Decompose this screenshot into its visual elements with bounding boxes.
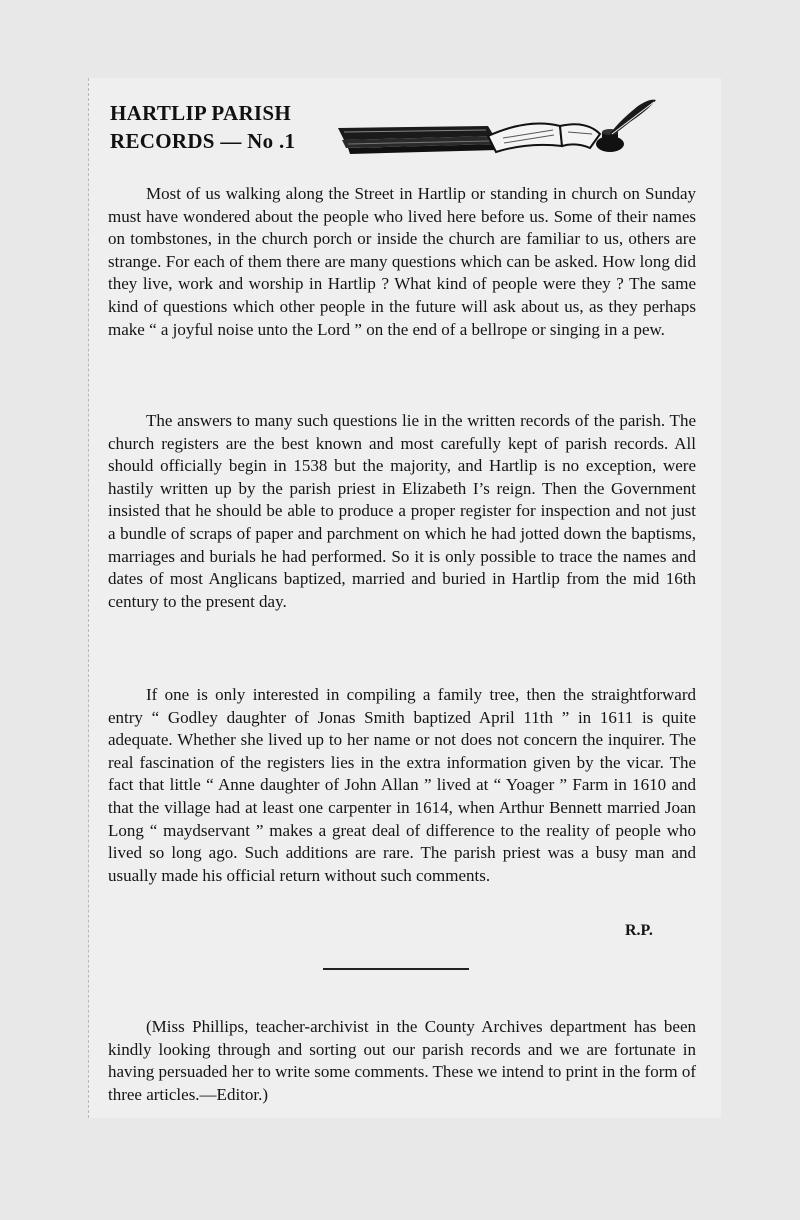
paragraph-3-text: If one is only interested in compiling a family tree, then the straightforward entry “ Godley daughter of Jonas Smith baptized April 11th ” in 1611 is quite adequate. Whether she lived up to her name or not does not concern the inquirer. The real fascination of the registers lies in the extra information given by the vicar. The fact that little “ Anne daughter of John Allan ” lived at “ Yoager ” Farm in 1610 and that the village had at least one carpenter in 1614, when Arthur Bennett married Joan Long “ maydservant ” makes a great deal of difference to the reality of people who lived so long ago. Such additions are rare. The parish priest was a busy man and usually made his official return without such comments. <box>108 685 696 885</box>
paragraph-2 <box>108 410 696 613</box>
paragraph-3 <box>108 684 696 887</box>
article-title <box>110 99 295 155</box>
section-separator <box>323 968 469 970</box>
author-initials: R.P. <box>625 922 653 939</box>
paragraph-2-text: The answers to many such questions lie in the written records of the parish. The church registers are the best known and most carefully kept of parish records. All should officially begin in 1538 but the majority, and Hartlip is no exception, were hastily written up by the parish priest in Elizabeth I’s reign. Then the Government insisted that he should be able to produce a proper register for inspection and not just a bundle of scraps of paper and parchment on which he had jotted down the baptisms, marriages and burials he had performed. So it is only possible to trace the names and dates of most Anglicans baptized, married and buried in Hartlip from the mid 16th century to the present day. <box>108 411 696 611</box>
books-quill-inkpot-icon <box>338 96 658 158</box>
editor-note-text: (Miss Phillips, teacher-archivist in the County Archives department has been kindly looking through and sorting out our parish records and we are fortunate in having persuaded her to write some comments. These we intend to print in the form of three articles.—Editor.) <box>108 1017 696 1104</box>
title-line-1: HARTLIP PARISH <box>110 101 292 125</box>
editor-note <box>108 1016 696 1106</box>
title-line-2: RECORDS — No .1 <box>110 129 296 153</box>
paragraph-1 <box>108 183 696 341</box>
paragraph-1-text: Most of us walking along the Street in Hartlip or standing in church on Sunday must have wondered about the people who lived here before us. Some of their names on tombstones, in the church porch or inside the church are familiar to us, others are strange. For each of them there are many questions which can be asked. How long did they live, work and worship in Hartlip ? What kind of people were they ? The same kind of questions which other people in the future will ask about us, as they perhaps make “ a joyful noise unto the Lord ” on the end of a bellrope or singing in a pew. <box>108 184 696 339</box>
